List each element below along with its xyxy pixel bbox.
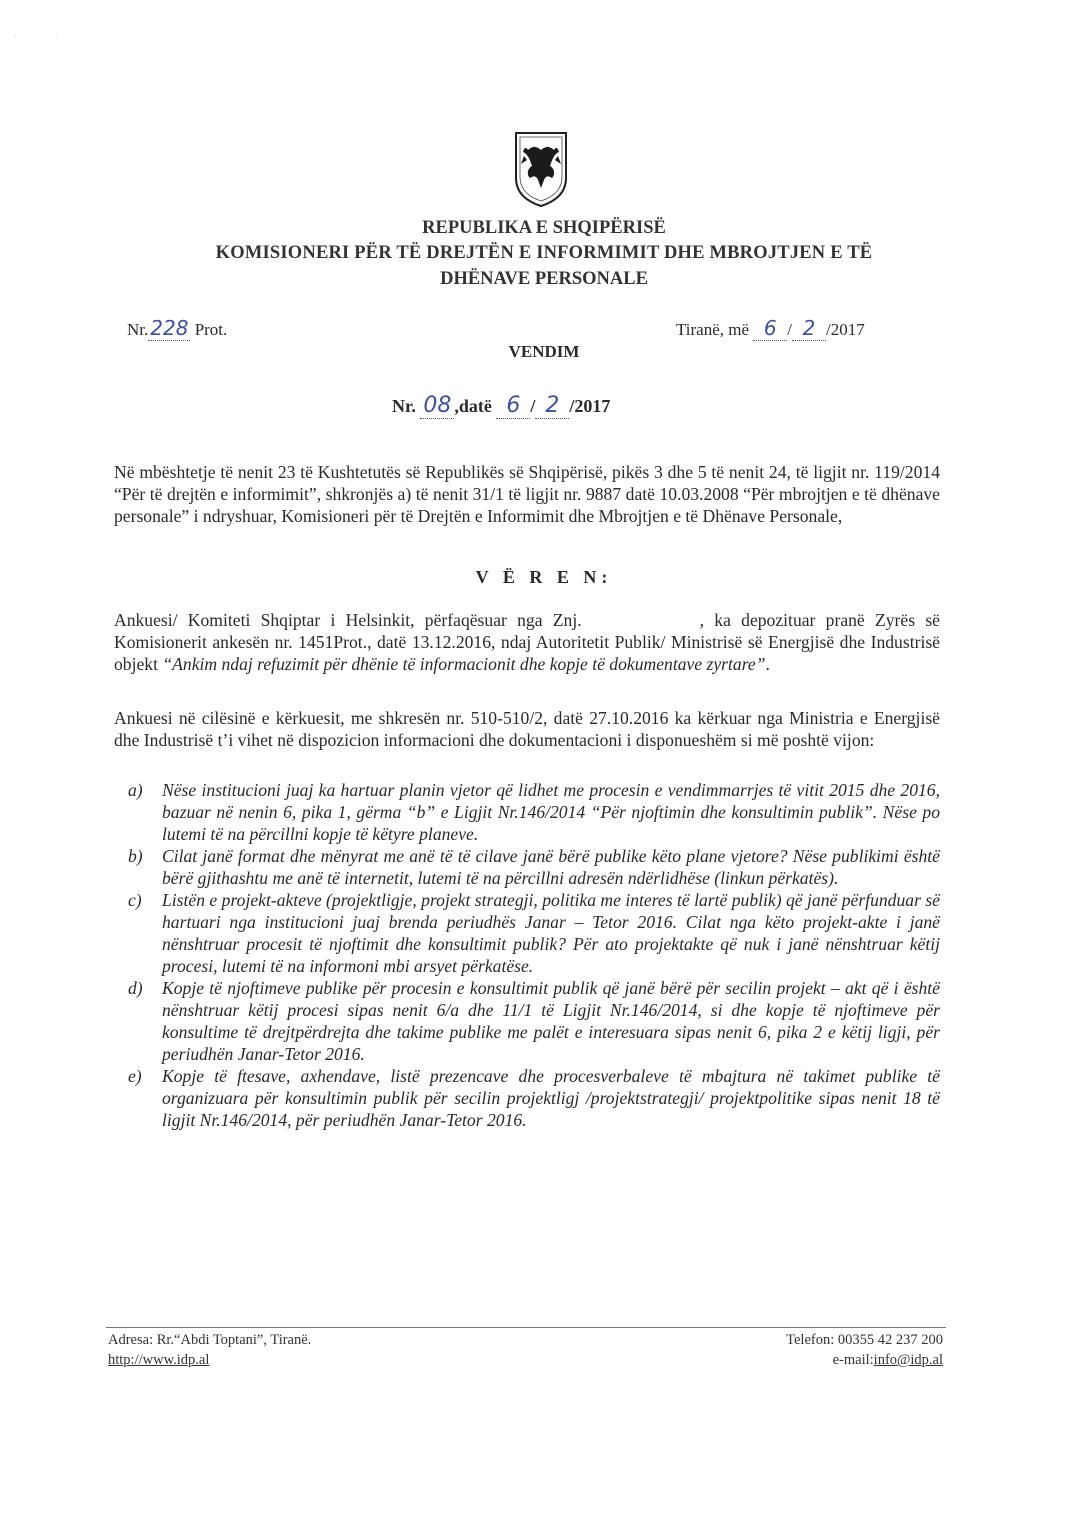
footer-email [833, 1352, 943, 1369]
list-item-text: Nëse institucioni juaj ka hartuar planin vjetor që lidhet me procesin e vendimmarrjes të vitit 2015 dhe 2016, bazuar në nenin 6, pika 1, gërma “b” e Ligjit Nr.146/2014 “Për njoftimin dhe konsultimin publik”. Nëse po lutemi të na përcillni kopje të këtyre planeve. [162, 780, 940, 844]
double-headed-eagle-icon [512, 130, 570, 208]
vendim-day-handwritten: 6 [496, 393, 530, 419]
legal-basis-paragraph: Në mbështetje të nenit 23 të Kushtetutës së Republikës së Shqipërisë, pikës 3 dhe 5 të nenit 24, të ligjit nr. 119/2014 “Për të drejtën e informimit”, shkronjës a) të nenit 31/1 të ligjit nr. 9887 datë 10.03.2008 “Për mbrojtjen e të dhënave personale” i ndryshuar, Komisioneri për të Drejtën e Informimit dhe Mbrojtjen e të Dhënave Personale, [114, 462, 940, 526]
vendim-year: /2017 [569, 396, 611, 416]
list-item [114, 779, 940, 845]
veren-heading: V Ë R E N: [475, 567, 613, 587]
request-intro-paragraph: Ankuesi në cilësinë e kërkuesit, me shkresën nr. 510-510/2, datë 27.10.2016 ka kërkuar nga Ministria e Energjisë dhe Industrisë t’i vihet në dispozicion informacioni dhe dokumentacioni i disponueshëm si më poshtë vijon: [114, 708, 940, 750]
list-item-text: Cilat janë format dhe mënyrat me anë të të cilave janë bërë publike këto plane vjetore? Nëse publikimi është bërë gjithashtu me anë të internetit, lutemi të na përcillni adresën ndërlidhëse (linkun përkatës). [162, 846, 940, 888]
list-item [114, 977, 940, 1065]
complaint-part2: , ka depozituar pranë Zyrës së Komisionerit ankesën nr. 1451Prot., datë 13.12.2016, ndaj Autoritetit Publik/ Ministrisë së Energjisë dhe Industrisë objekt [114, 610, 940, 674]
complaint-end: . [765, 654, 770, 674]
complaint-part1: Ankuesi/ Komiteti Shqiptar i Helsinkit, përfaqësuar nga Znj. [114, 610, 582, 630]
footer-website-link[interactable]: http://www.idp.al [108, 1352, 210, 1368]
list-item-text: Kopje të ftesave, axhendave, listë prezencave dhe procesverbaleve të mbajtura në takimet publike të organizuara për konsultimin publik për secilin projektligj /projektstrategji/ projektpolitike sipas nenit 18 të ligjit Nr.146/2014, për periudhën Janar-Tetor 2016. [162, 1066, 940, 1130]
footer-email-label: e-mail: [832, 1352, 874, 1368]
vendim-nr-prefix: Nr. [392, 396, 416, 416]
list-item-label: d) [128, 978, 143, 998]
list-item [114, 1065, 940, 1131]
footer-phone: Telefon: 00355 42 237 200 [786, 1332, 943, 1348]
complaint-object: “Ankim ndaj refuzimit për dhënie të informacionit dhe kopje të dokumentave zyrtare” [162, 654, 766, 674]
date-year: /2017 [826, 320, 865, 339]
protocol-number [127, 316, 227, 341]
header-commissioner: KOMISIONERI PËR TË DREJTËN E INFORMIMIT DHE MBROJTJEN E TË [215, 243, 873, 263]
request-list [114, 779, 940, 1131]
scan-noise: · · [14, 30, 77, 40]
list-item-label: a) [128, 780, 143, 800]
header-personal-data: DHËNAVE PERSONALE [440, 269, 648, 289]
footer-email-link[interactable]: info@idp.al [873, 1352, 943, 1368]
footer-divider [106, 1327, 946, 1328]
list-item [114, 889, 940, 977]
list-item-label: e) [128, 1066, 142, 1086]
list-item [114, 845, 940, 889]
date-day-handwritten: 6 [753, 316, 787, 341]
complaint-paragraph [114, 609, 940, 675]
protocol-nr-prefix: Nr. [127, 320, 149, 339]
place-prefix: Tiranë, më [676, 320, 750, 339]
vendim-title: VENDIM [508, 342, 580, 361]
vendim-date-prefix: ,datë [454, 396, 492, 416]
protocol-nr-suffix: Prot. [194, 320, 228, 339]
footer-address: Adresa: Rr.“Abdi Toptani”, Tiranë. [108, 1332, 312, 1348]
list-item-text: Kopje të njoftimeve publike për procesin e konsultimit publik që janë bërë për secilin projekt – akt që i është nënshtruar këtij procesi sipas nenit 6/a dhe 11/1 të Ligjit Nr.146/2014, si dhe kopje të njoftimeve për konsultime të drejtpërdrejta dhe takime publike me palët e interesuara sipas nenit 6, pika 2 e këtij ligji, për periudhën Janar-Tetor 2016. [162, 978, 940, 1064]
vendim-nr-handwritten: 08 [420, 393, 454, 419]
list-item-text: Listën e projekt-akteve (projektligje, projekt strategji, politika me interes të lartë publik) që janë përfunduar së hartuari nga institucioni juaj brenda periudhës Janar – Tetor 2016. Cilat nga këto projekt-akte i janë nënshtruar procesit të njoftimit dhe konsultimit publik? Për ato projektakte që nuk i janë nënshtruar këtij procesi, lutemi të na informoni mbi arsyet përkatëse. [162, 890, 940, 976]
protocol-nr-handwritten: 228 [150, 316, 189, 340]
date-month-handwritten: 2 [792, 316, 826, 341]
list-item-label: b) [128, 846, 143, 866]
list-item-label: c) [128, 890, 142, 910]
vendim-month-handwritten: 2 [535, 393, 569, 419]
place-date: Tiranë, më 6 / 2 /2017 [676, 316, 865, 340]
header-republic: REPUBLIKA E SHQIPËRISË [422, 218, 666, 238]
vendim-number: Nr. 08 ,datë 6 / 2 /2017 [392, 393, 611, 418]
